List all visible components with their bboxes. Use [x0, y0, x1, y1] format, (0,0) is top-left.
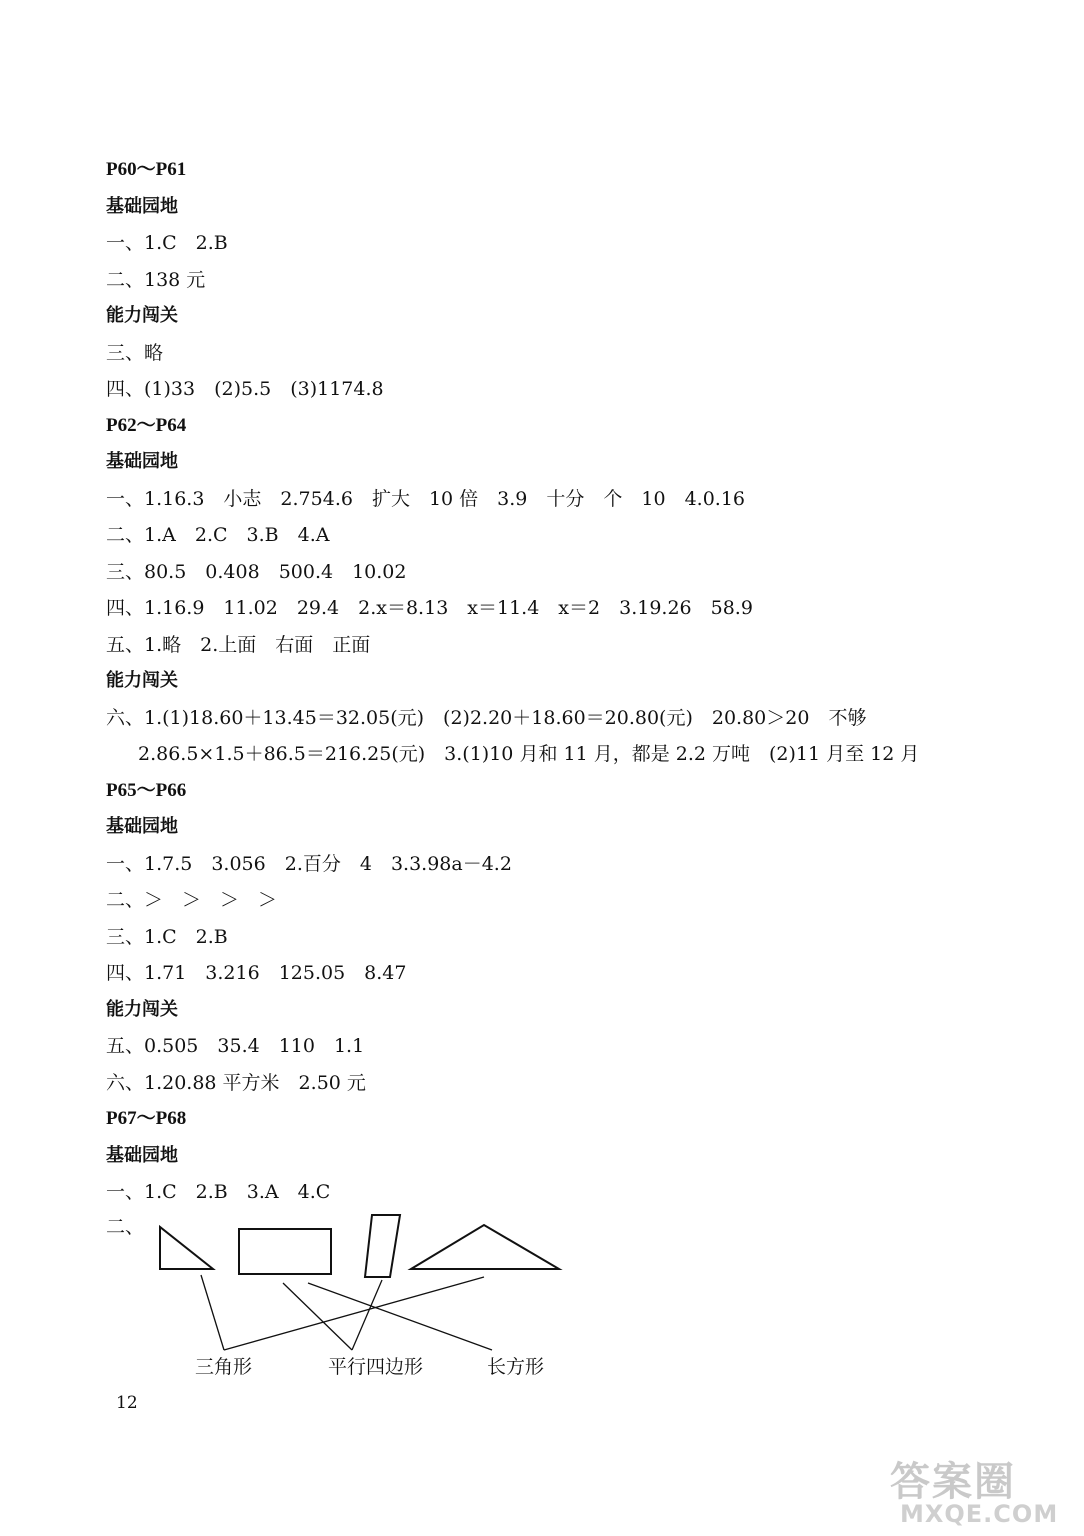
page-range-heading: P60～P61 — [106, 159, 187, 180]
watermark-logo-text: 答案圈 — [890, 1459, 1016, 1505]
answer-line: 四、1.16.9 11.02 29.4 2.x＝8.13 x＝11.4 x＝2 3.19.26 58.9 — [106, 597, 753, 619]
section-subheading: 基础园地 — [106, 195, 178, 217]
watermark-url: MXQE.COM — [900, 1500, 1059, 1528]
answer-line: 四、(1)33 (2)5.5 (3)1174.8 — [106, 378, 384, 400]
match-line — [224, 1277, 484, 1350]
answer-line: 五、0.505 35.4 110 1.1 — [106, 1035, 365, 1057]
answer-line: 一、1.C 2.B — [106, 232, 228, 254]
page-range-heading: P67～P68 — [106, 1108, 187, 1129]
rectangle-shape — [239, 1229, 331, 1274]
answer-line: 二、1.A 2.C 3.B 4.A — [106, 524, 330, 546]
page-range-heading: P65～P66 — [106, 779, 187, 801]
answer-line: 二、138 元 — [106, 268, 206, 291]
answer-line: 三、略 — [106, 341, 164, 364]
page-range-heading: P62～P64 — [106, 414, 187, 436]
watermark — [870, 1450, 1070, 1530]
figure-prefix: 二、 — [106, 1216, 145, 1238]
answer-line: 四、1.71 3.216 125.05 8.47 — [106, 962, 407, 984]
match-line — [308, 1283, 492, 1350]
section-subheading: 基础园地 — [106, 451, 178, 472]
shape-matching-diagram — [100, 1205, 580, 1375]
match-line — [352, 1280, 382, 1350]
answer-line: 一、1.16.3 小志 2.754.6 扩大 10 倍 3.9 十分 个 10 4.0.16 — [106, 487, 745, 510]
obtuse-triangle-shape — [411, 1225, 559, 1269]
answer-line: 一、1.7.5 3.056 2.百分 4 3.3.98a－4.2 — [106, 852, 512, 875]
label-rectangle: 长方形 — [487, 1356, 545, 1378]
match-line — [201, 1275, 224, 1350]
answer-line: 二、＞ ＞ ＞ ＞ — [106, 889, 278, 911]
answer-line: 六、1.20.88 平方米 2.50 元 — [106, 1071, 366, 1094]
answer-line: 2.86.5×1.5＋86.5＝216.25(元) 3.(1)10 月和 11 月，都是 2.2 万吨 (2)11 月至 12 月 — [138, 743, 920, 765]
triangle-shape — [160, 1227, 213, 1269]
page-number: 12 — [116, 1393, 138, 1413]
parallelogram-shape — [365, 1215, 400, 1277]
answer-line: 三、80.5 0.408 500.4 10.02 — [106, 560, 407, 583]
label-triangle: 三角形 — [195, 1356, 253, 1378]
section-subheading: 基础园地 — [106, 1144, 178, 1166]
section-subheading: 能力闯关 — [106, 305, 178, 326]
answer-line: 一、1.C 2.B 3.A 4.C — [106, 1181, 331, 1203]
section-subheading: 能力闯关 — [106, 670, 178, 691]
section-subheading: 能力闯关 — [106, 998, 178, 1020]
section-subheading: 基础园地 — [106, 816, 178, 837]
label-parallelogram: 平行四边形 — [328, 1356, 424, 1378]
answer-line: 六、1.(1)18.60＋13.45＝32.05(元) (2)2.20＋18.60＝20.80(元) 20.80＞20 不够 — [106, 706, 867, 729]
answer-line: 五、1.略 2.上面 右面 正面 — [106, 633, 371, 656]
answer-line: 三、1.C 2.B — [106, 925, 228, 948]
